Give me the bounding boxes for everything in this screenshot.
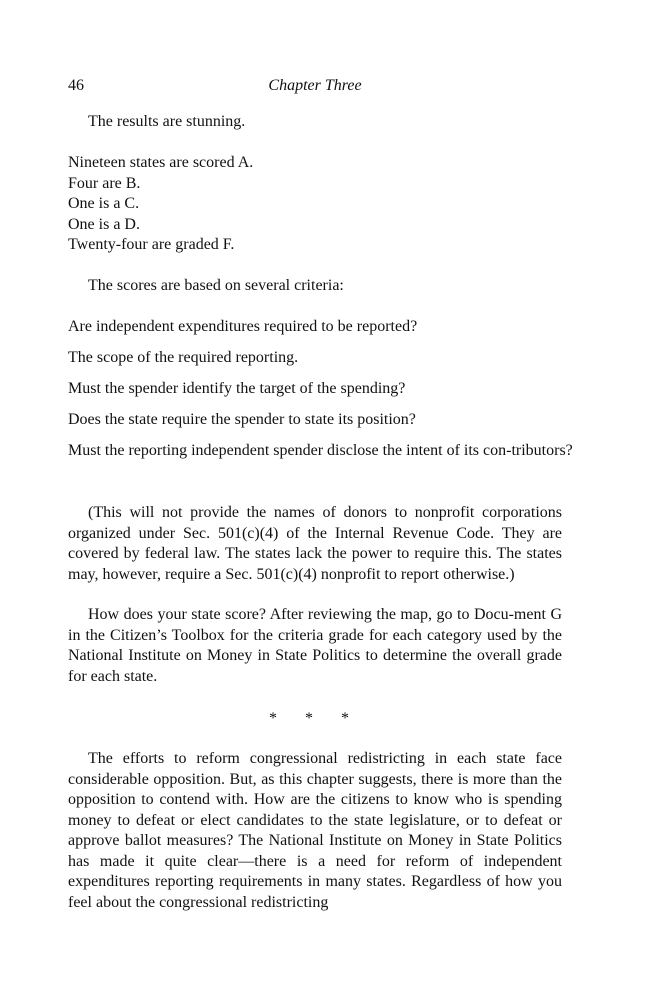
criterion-item: Are independent expenditures required to be reported? bbox=[68, 318, 418, 335]
grade-line: One is a D. bbox=[68, 215, 140, 233]
page-number: 46 bbox=[68, 77, 84, 94]
grade-line: Four are B. bbox=[68, 174, 141, 192]
grade-line: Nineteen states are scored A. bbox=[68, 154, 254, 171]
chapter-title: Chapter Three bbox=[268, 77, 362, 94]
intro-sentence: The results are stunning. bbox=[88, 113, 246, 130]
section-separator: * * * bbox=[269, 710, 361, 727]
criterion-item: Must the spender identify the target of the spending? bbox=[68, 380, 406, 397]
criterion-item: The scope of the required reporting. bbox=[68, 349, 299, 366]
grade-line: Twenty-four are graded F. bbox=[68, 236, 235, 253]
closing-paragraph: The efforts to reform congressional redistricting in each state face considerable opposition. But, as this chapter suggests, there is more than the opposition to contend with. How are the citizens to know who is spending money to defeat or elect candidates to the state legislature, or to defeat or approve ballot measures? The National Institute on Money in State Politics has made it quite clear—there is a need for reform of independent expenditures reporting requirements in many states. Regardless of how you feel about the congressional redistricting bbox=[68, 750, 562, 911]
grades-list bbox=[68, 153, 562, 256]
paragraph-state-score: How does your state score? After reviewing the map, go to Docu-ment G in the Citizen’s Toolbox for the criteria grade for each category used by the National Institute on Money in State Politics to determine the overall grade for each state. bbox=[68, 606, 562, 685]
grade-line: One is a C. bbox=[68, 195, 140, 212]
criterion-item: Does the state require the spender to state its position? bbox=[68, 411, 416, 428]
running-head bbox=[68, 76, 562, 96]
criteria-intro: The scores are based on several criteria: bbox=[88, 277, 344, 294]
criterion-item: Must the reporting independent spender disclose the intent of its con-tributors? bbox=[68, 442, 573, 459]
paragraph-501c4: (This will not provide the names of donors to nonprofit corporations organized under Sec. 501(c)(4) of the Internal Revenue Code. They are covered by federal law. The states lack the power to require this. The states may, however, require a Sec. 501(c)(4) nonprofit to report otherwise.) bbox=[68, 504, 562, 583]
